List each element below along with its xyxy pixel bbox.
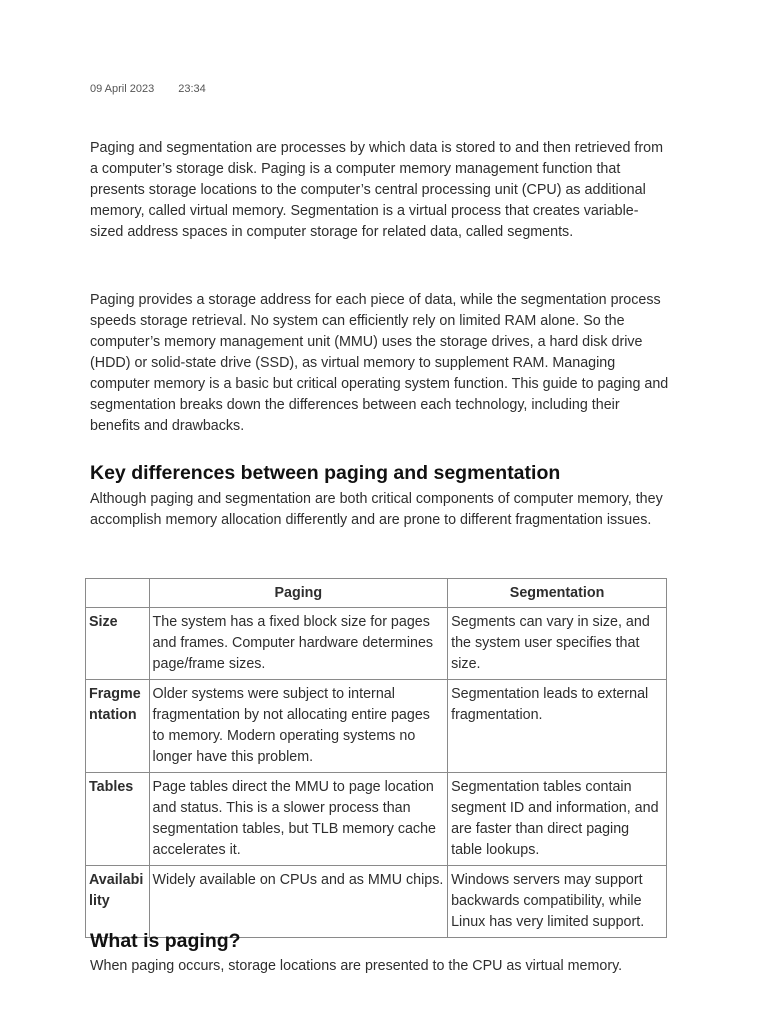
intro-paragraph-2: Paging provides a storage address for each piece of data, while the segmentation process speeds storage retrieval. No system can efficiently rely on limited RAM alone. So the computer’s memory management unit (MMU) uses the storage drives, a hard disk drive (HDD) or solid-state drive (SSD), as virtual memory to supplement RAM. Managing computer memory is a basic but critical operating system function. This guide to paging and segmentation breaks down the differences between each technology, including their benefits and drawbacks. xyxy=(90,292,669,434)
row-label: Size xyxy=(86,608,150,680)
row-label: Availability xyxy=(86,866,150,938)
table-row xyxy=(86,773,667,866)
paging-cell: Older systems were subject to internal fragmentation by not allocating entire pages to memory. Modern operating systems no longer have this problem. xyxy=(149,680,448,773)
intro-paragraph-1: Paging and segmentation are processes by which data is stored to and then retrieved from a computer’s storage disk. Paging is a computer memory management function that presents storage locations to the computer’s central processing unit (CPU) as additional memory, called virtual memory. Segmentation is a virtual process that creates variable-sized address spaces in computer storage for related data, called segments. xyxy=(90,140,663,240)
paging-cell: Widely available on CPUs and as MMU chips. xyxy=(149,866,448,938)
table-header-segmentation: Segmentation xyxy=(448,579,667,608)
row-label: Tables xyxy=(86,773,150,866)
paging-paragraph: When paging occurs, storage locations are presented to the CPU as virtual memory. xyxy=(90,958,623,974)
differences-paragraph: Although paging and segmentation are both critical components of computer memory, they accomplish memory allocation differently and are prone to different fragmentation issues. xyxy=(90,491,663,528)
table-header-row xyxy=(86,579,667,608)
table-row xyxy=(86,866,667,938)
table-header-empty xyxy=(86,579,150,608)
comparison-table xyxy=(85,578,667,938)
segmentation-cell: Windows servers may support backwards compatibility, while Linux has very limited support. xyxy=(448,866,667,938)
note-time: 23:34 xyxy=(178,83,206,95)
paging-cell: Page tables direct the MMU to page location and status. This is a slower process than segmentation tables, but TLB memory cache accelerates it. xyxy=(149,773,448,866)
segmentation-cell: Segmentation leads to external fragmentation. xyxy=(448,680,667,773)
differences-heading: Key differences between paging and segmentation xyxy=(90,462,561,484)
paging-cell: The system has a fixed block size for pages and frames. Computer hardware determines page/frame sizes. xyxy=(149,608,448,680)
note-timestamp xyxy=(90,83,206,95)
table-header-paging: Paging xyxy=(149,579,448,608)
table-row xyxy=(86,608,667,680)
note-date: 09 April 2023 xyxy=(90,83,155,95)
paging-heading: What is paging? xyxy=(90,930,241,952)
segmentation-cell: Segmentation tables contain segment ID and information, and are faster than direct paging table lookups. xyxy=(448,773,667,866)
row-label: Fragmentation xyxy=(86,680,150,773)
table-row xyxy=(86,680,667,773)
segmentation-cell: Segments can vary in size, and the system user specifies that size. xyxy=(448,608,667,680)
